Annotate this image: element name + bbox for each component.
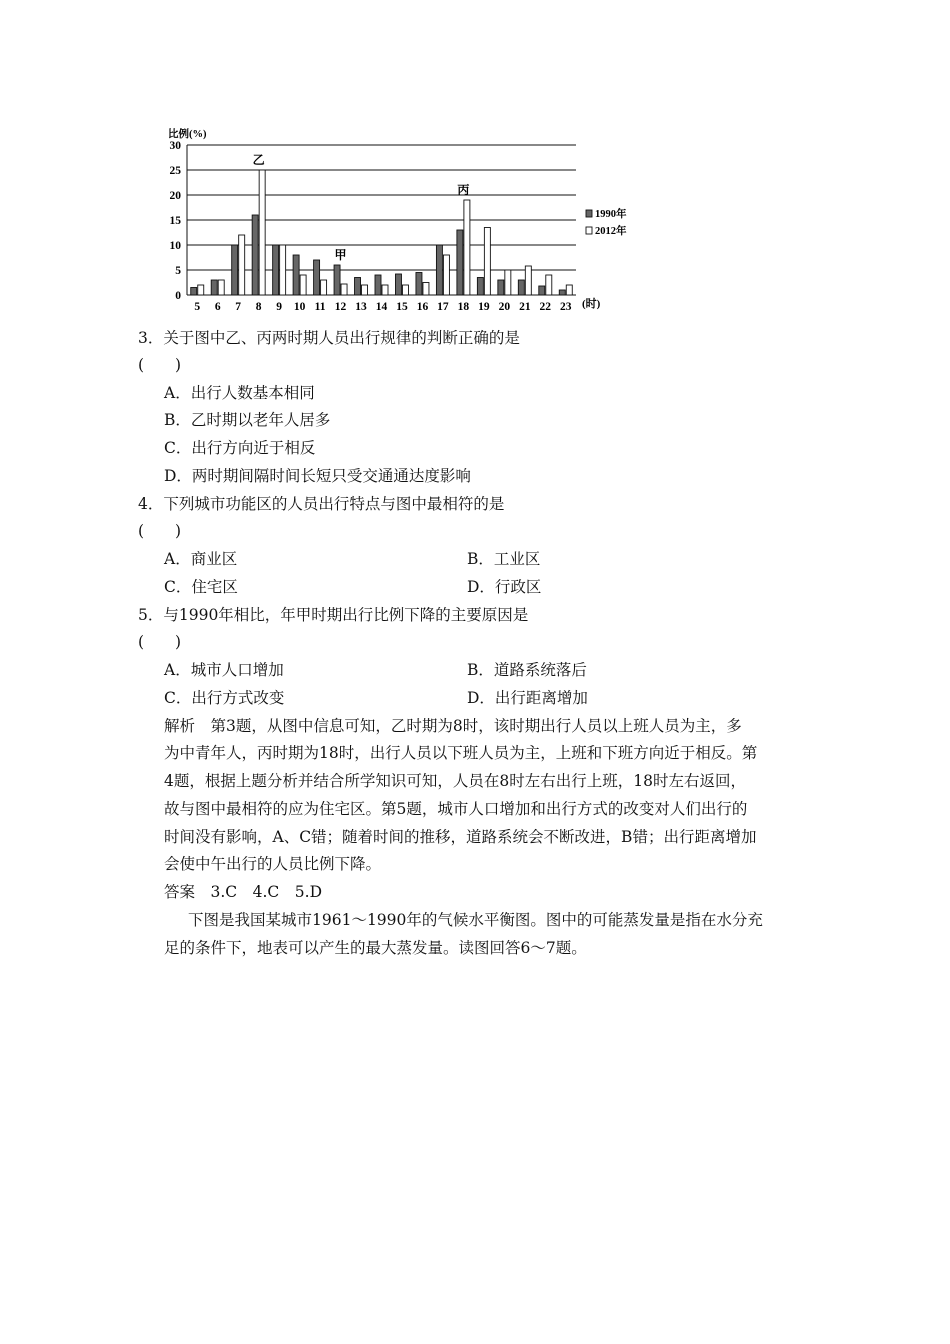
bar-2012 — [239, 235, 245, 295]
question-3-option-d: D．两时期间隔时间长短只受交通通达度影响 — [164, 467, 471, 485]
bar-1990 — [539, 286, 545, 295]
y-tick-label: 25 — [169, 165, 181, 177]
bar-1990 — [416, 273, 422, 296]
x-tick-label: 11 — [314, 301, 326, 313]
bar-2012 — [362, 285, 368, 295]
bar-1990 — [355, 278, 361, 296]
question-4-bracket: ( ) — [138, 522, 182, 540]
bar-2012 — [402, 285, 408, 295]
x-tick-label: 10 — [293, 301, 306, 313]
x-axis-unit: (时) — [582, 298, 601, 310]
analysis-line-3: 4题，根据上题分析并结合所学知识可知，人员在8时左右出行上班，18时左右返回， — [164, 772, 746, 790]
bar-1990 — [211, 280, 217, 295]
legend-swatch — [586, 210, 592, 217]
bar-2012 — [259, 170, 265, 295]
bar-1990 — [457, 230, 463, 295]
y-tick-label: 10 — [169, 240, 181, 252]
bar-2012 — [382, 285, 388, 295]
y-tick-label: 0 — [175, 290, 181, 302]
question-5-option-c: C．出行方式改变 — [164, 689, 285, 707]
bar-2012 — [546, 275, 552, 295]
x-tick-label: 16 — [416, 301, 429, 313]
bar-2012 — [300, 275, 306, 295]
x-tick-label: 17 — [437, 301, 449, 313]
question-4-option-c: C．住宅区 — [164, 578, 238, 596]
y-tick-label: 15 — [169, 215, 181, 227]
question-3-option-c: C．出行方向近于相反 — [164, 439, 316, 457]
annotation-label: 甲 — [334, 248, 347, 262]
bar-2012 — [484, 228, 490, 296]
x-tick-label: 6 — [214, 301, 221, 313]
bar-1990 — [293, 255, 299, 295]
question-5-option-d: D．出行距离增加 — [467, 689, 588, 707]
legend-swatch — [586, 227, 592, 234]
bar-2012 — [280, 245, 286, 295]
x-tick-label: 23 — [560, 301, 572, 313]
analysis-line-5: 时间没有影响，A、C错；随着时间的推移，道路系统会不断改进，B错；出行距离增加 — [164, 828, 757, 846]
travel-ratio-bar-chart — [160, 125, 627, 315]
bar-1990 — [273, 245, 279, 295]
annotation-label: 乙 — [252, 153, 265, 167]
bar-1990 — [375, 275, 381, 295]
x-tick-label: 12 — [334, 301, 347, 313]
bar-1990 — [559, 290, 565, 295]
legend-label: 2012年 — [595, 226, 627, 237]
bar-1990 — [314, 260, 320, 295]
question-5-stem: 5．与1990年相比，年甲时期出行比例下降的主要原因是 — [138, 606, 529, 624]
bar-1990 — [334, 265, 340, 295]
x-tick-label: 9 — [276, 301, 283, 313]
x-tick-label: 8 — [255, 301, 262, 313]
answer-line: 答案 3.C 4.C 5.D — [164, 883, 323, 901]
x-tick-label: 22 — [539, 301, 552, 313]
analysis-line-4: 故与图中最相符的应为住宅区。第5题，城市人口增加和出行方式的改变对人们出行的 — [164, 800, 748, 818]
bar-1990 — [498, 280, 504, 295]
bar-1990 — [518, 280, 524, 295]
bar-2012 — [198, 285, 204, 295]
intro-line-2: 足的条件下，地表可以产生的最大蒸发量。读图回答6～7题。 — [164, 939, 587, 957]
x-tick-label: 15 — [396, 301, 408, 313]
x-tick-label: 13 — [355, 301, 367, 313]
bar-1990 — [252, 215, 258, 295]
analysis-line-6: 会使中午出行的人员比例下降。 — [164, 855, 382, 873]
bar-1990 — [232, 245, 238, 295]
question-4-stem: 4．下列城市功能区的人员出行特点与图中最相符的是 — [138, 495, 505, 513]
question-3-bracket: ( ) — [138, 356, 182, 374]
bar-2012 — [525, 266, 531, 295]
y-tick-label: 20 — [169, 190, 181, 202]
annotation-label: 丙 — [457, 183, 470, 197]
bar-1990 — [436, 245, 442, 295]
y-tick-label: 5 — [175, 265, 181, 277]
bar-2012 — [218, 280, 224, 295]
x-tick-label: 7 — [235, 301, 242, 313]
question-3-option-b: B．乙时期以老年人居多 — [164, 411, 331, 429]
legend-label: 1990年 — [595, 209, 627, 220]
bar-2012 — [321, 280, 327, 295]
question-4-option-a: A．商业区 — [164, 550, 238, 568]
bar-2012 — [464, 200, 470, 295]
x-tick-label: 19 — [478, 301, 490, 313]
x-tick-label: 18 — [457, 301, 470, 313]
question-4-option-b: B．工业区 — [467, 550, 541, 568]
question-5-option-a: A．城市人口增加 — [164, 661, 284, 679]
x-tick-label: 14 — [375, 301, 388, 313]
bar-2012 — [341, 284, 347, 295]
question-4-option-d: D．行政区 — [467, 578, 542, 596]
analysis-line-1: 解析 第3题，从图中信息可知，乙时期为8时，该时期出行人员以上班人员为主，多 — [164, 717, 742, 735]
intro-line-1: 下图是我国某城市1961～1990年的气候水平衡图。图中的可能蒸发量是指在水分充 — [188, 911, 763, 929]
chart-svg — [160, 125, 627, 315]
x-tick-label: 21 — [519, 301, 531, 313]
bar-2012 — [443, 255, 449, 295]
bar-1990 — [191, 288, 197, 296]
question-3-option-a: A．出行人数基本相同 — [164, 384, 315, 402]
question-3-stem: 3．关于图中乙、丙两时期人员出行规律的判断正确的是 — [138, 329, 520, 347]
x-tick-label: 20 — [498, 301, 511, 313]
bar-2012 — [505, 270, 511, 295]
y-tick-label: 30 — [169, 140, 181, 152]
x-tick-label: 5 — [194, 301, 201, 313]
bar-1990 — [395, 274, 401, 295]
question-5-option-b: B．道路系统落后 — [467, 661, 587, 679]
bar-2012 — [566, 285, 572, 295]
analysis-line-2: 为中青年人，丙时期为18时，出行人员以下班人员为主，上班和下班方向近于相反。第 — [164, 744, 758, 762]
y-axis-label: 比例(%) — [168, 129, 207, 140]
bar-1990 — [477, 278, 483, 296]
bar-2012 — [423, 283, 429, 296]
question-5-bracket: ( ) — [138, 633, 182, 651]
